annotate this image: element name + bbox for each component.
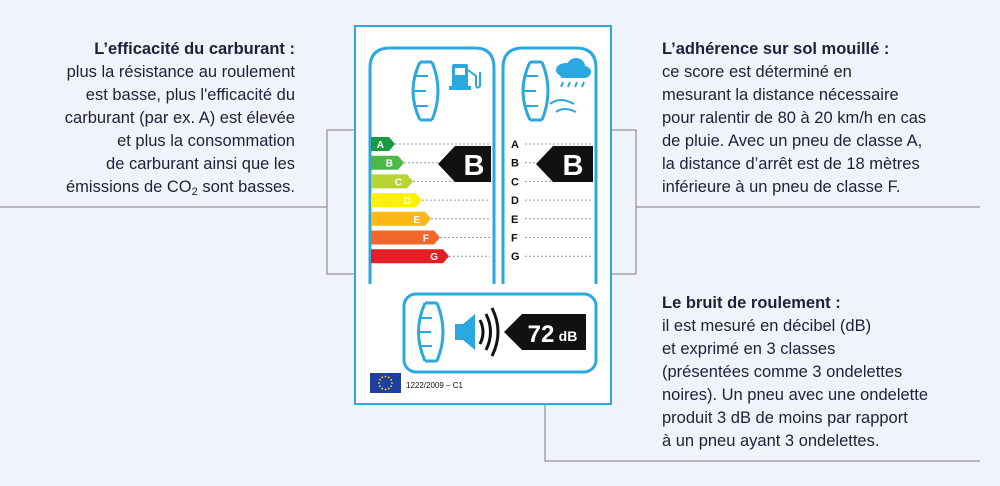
eu-star xyxy=(378,382,380,384)
fuel-line: carburant (par ex. A) est élevée xyxy=(64,109,295,127)
fuel-line: et plus la consommation xyxy=(117,132,295,150)
wet-line: de pluie. Avec un pneu de classe A, xyxy=(662,132,923,150)
eu-star xyxy=(388,376,390,378)
fuel-line: de carburant ainsi que les xyxy=(106,155,295,173)
fuel-rating-letter: B xyxy=(463,150,485,182)
noise-line: produit 3 dB de moins par rapport xyxy=(662,409,908,427)
noise-value: 72 xyxy=(527,321,555,348)
eu-star xyxy=(385,376,387,378)
fuel-class-letter: A xyxy=(376,140,384,151)
regulation-reference: 1222/2009 – C1 xyxy=(406,381,463,390)
noise-line: il est mesuré en décibel (dB) xyxy=(662,317,872,335)
fuel-efficiency-title: L’efficacité du carburant : xyxy=(94,40,295,58)
fuel-class-letter: F xyxy=(422,233,429,245)
wet-rating-letter: B xyxy=(562,150,584,182)
wet-line: inférieure à un pneu de classe F. xyxy=(662,178,901,196)
wet-class-letter: A xyxy=(511,139,519,151)
wet-class-letter: B xyxy=(511,157,519,170)
wet-line: la distance d’arrêt est de 18 mètres xyxy=(662,155,920,173)
fuel-class-bar-d xyxy=(371,193,422,207)
noise-line: noires). Un pneu avec une ondelette xyxy=(662,386,929,404)
eu-star xyxy=(381,376,383,378)
fuel-class-bar-c xyxy=(371,174,413,188)
eu-star xyxy=(379,385,381,387)
fuel-class-letter: E xyxy=(413,214,420,226)
eu-star xyxy=(391,382,393,384)
wet-class-letter: C xyxy=(511,176,519,189)
fuel-class-bar-e xyxy=(371,212,431,226)
fuel-class-letter: G xyxy=(430,252,438,264)
fuel-class-letter: B xyxy=(385,158,393,170)
fuel-line: plus la résistance au roulement xyxy=(66,63,295,81)
eu-star xyxy=(390,385,392,387)
eu-star xyxy=(385,389,387,391)
noise-unit: dB xyxy=(558,328,578,344)
fuel-class-bar-f xyxy=(371,231,440,245)
wet-class-letter: D xyxy=(511,195,519,208)
wet-class-letter: F xyxy=(511,232,518,245)
eu-star xyxy=(388,388,390,390)
wet-class-letter: G xyxy=(511,251,520,264)
fuel-line: est basse, plus l'efficacité du xyxy=(85,86,295,104)
fuel-line-co2: émissions de $CO_2$ sont basses. xyxy=(66,178,295,198)
eu-star xyxy=(379,379,381,381)
wet-line: mesurant la distance nécessaire xyxy=(662,86,899,104)
wet-grip-title: L’adhérence sur sol mouillé : xyxy=(662,40,890,58)
wet-line: pour ralentir de 80 à 20 km/h en cas xyxy=(662,109,927,127)
eu-star xyxy=(390,379,392,381)
eu-flag-icon xyxy=(370,373,401,393)
noise-line: (présentées comme 3 ondelettes xyxy=(662,363,903,381)
noise-line: à un pneu ayant 3 ondelettes. xyxy=(662,432,880,450)
fuel-class-letter: C xyxy=(394,177,402,189)
fuel-class-letter: D xyxy=(403,196,411,208)
wet-line: ce score est déterminé en xyxy=(662,63,852,81)
noise-line: et exprimé en 3 classes xyxy=(662,340,836,358)
wet-class-letter: E xyxy=(511,213,519,226)
rolling-noise-title: Le bruit de roulement : xyxy=(662,294,841,312)
eu-star xyxy=(381,388,383,390)
